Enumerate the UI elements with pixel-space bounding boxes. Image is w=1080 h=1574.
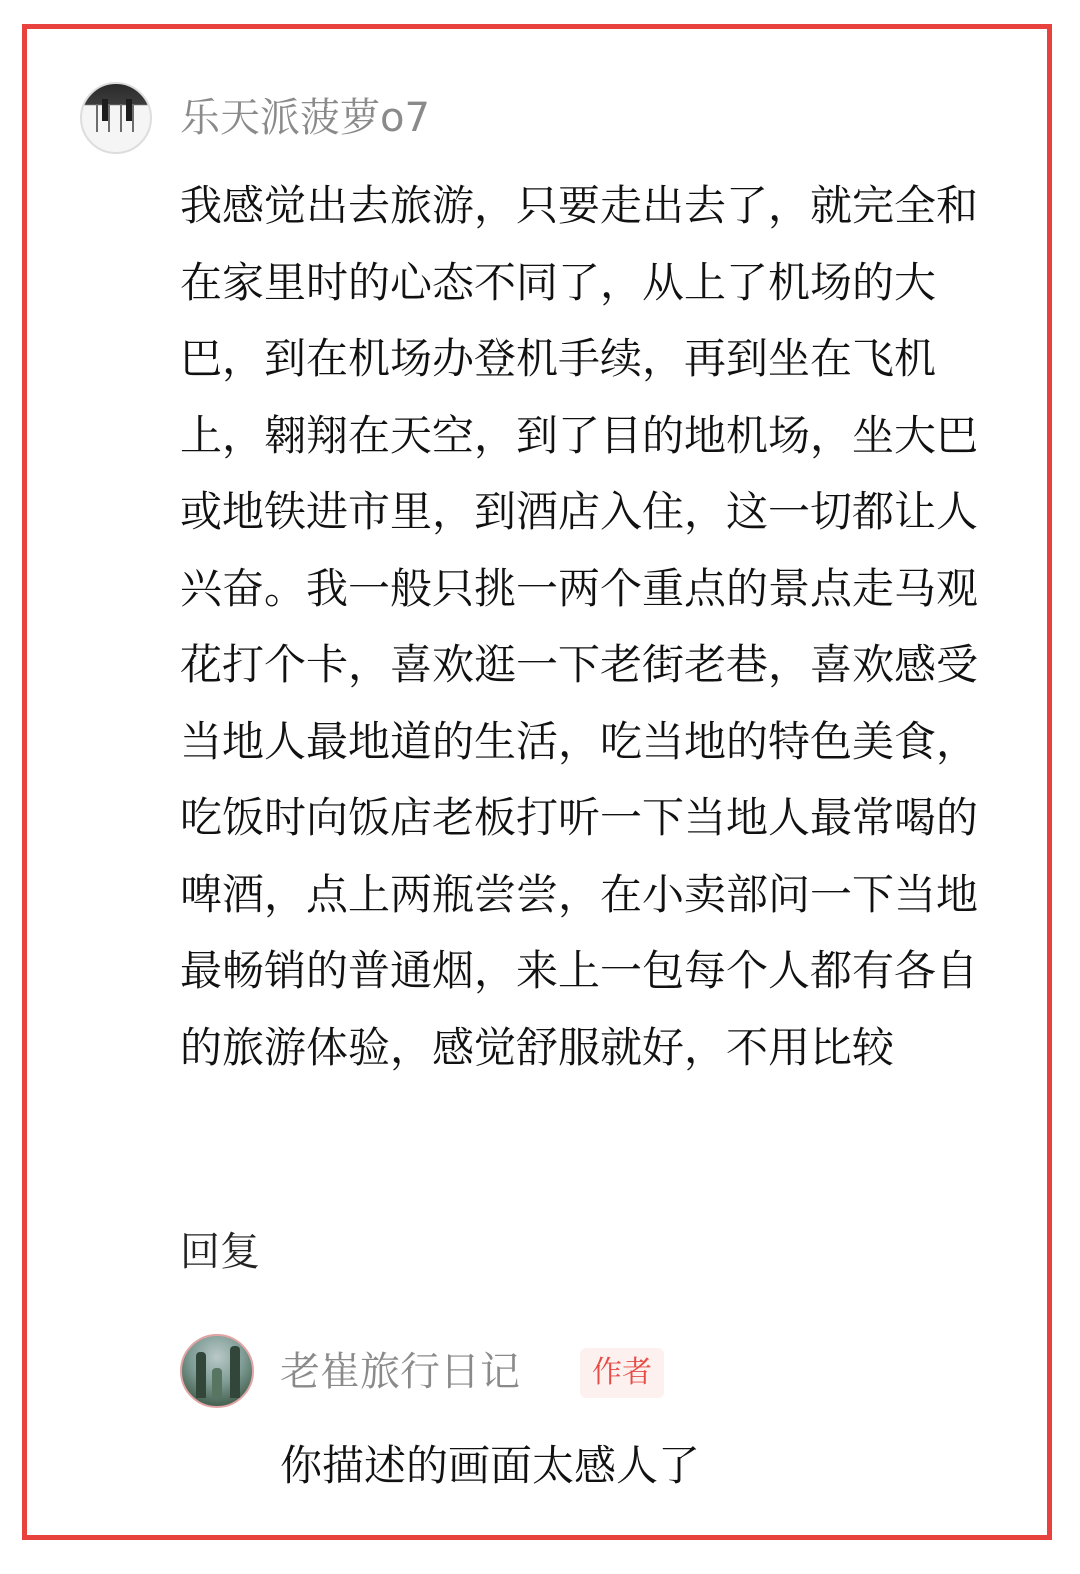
piano-avatar-icon[interactable] xyxy=(80,82,152,154)
comment-body: 我感觉出去旅游，只要走出去了，就完全和在家里时的心态不同了，从上了机场的大巴，到在机场办登机手续，再到坐在飞机上，翱翔在天空，到了目的地机场，坐大巴或地铁进市里，到酒店入住，这一切都让人兴奋。我一般只挑一两个重点的景点走马观花打个卡，喜欢逛一下老街老巷，喜欢感受当地人最地道的生活，吃当地的特色美食，吃饭时向饭店老板打听一下当地人最常喝的啤酒，点上两瓶尝尝，在小卖部问一下当地最畅销的普通烟，来上一包每个人都有各自的旅游体验，感觉舒服就好，不用比较 xyxy=(180,181,979,1072)
comment-username[interactable]: 乐天派菠萝o7 xyxy=(180,95,430,141)
author-avatar-icon[interactable] xyxy=(180,1334,254,1408)
author-badge: 作者 xyxy=(580,1348,664,1398)
author-username[interactable]: 老崔旅行日记 xyxy=(280,1349,520,1395)
author-reply-body: 你描述的画面太感人了 xyxy=(280,1441,701,1490)
reply-button[interactable]: 回复 xyxy=(180,1229,260,1275)
